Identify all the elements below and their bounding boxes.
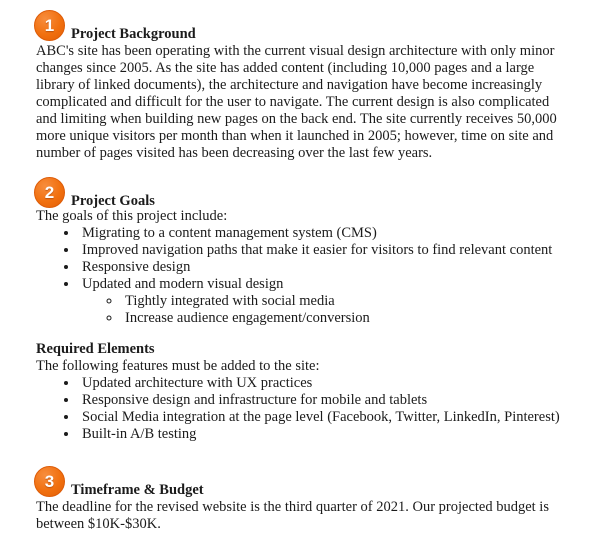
goals-list [36,225,570,327]
list-item: • Improved navigation paths that make it easier for visitors to find relevant content [79,242,570,259]
background-paragraph: ABC's site has been operating with the current visual design architecture with only minor changes since 2005. As the site has added content (including 10,000 pages and a large library of linked documents), the architecture and navigation have become increasingly complicated and difficult for the user to navigate. The current design is also complicated and limiting when building new pages on the back end. The site currently receives 50,000 more unique visitors per month than when it launched in 2005; however, time on site and number of pages visited has been decreasing over the last few years. [36,43,557,161]
required-list [36,375,570,443]
section-title-timeframe: Timeframe & Budget [71,482,204,498]
list-item-text: Updated and modern visual design [82,276,284,292]
section-title-goals: Project Goals [71,193,155,209]
step-2-badge-icon: 2 [34,177,65,208]
goals-sublist [82,293,570,327]
step-1-badge-icon: 1 [34,10,65,41]
list-subitem: ◦ Tightly integrated with social media [122,293,570,310]
list-item: • Updated architecture with UX practices [79,375,570,392]
section-header-timeframe [34,466,570,497]
list-item: • Migrating to a content management system (CMS) [79,225,570,242]
timeframe-paragraph: The deadline for the revised website is the third quarter of 2021. Our projected budget is between $10K-$30K. [36,499,549,532]
list-item: • Responsive design and infrastructure for mobile and tablets [79,392,570,409]
list-item: • Built-in A/B testing [79,426,570,443]
section-title-required: Required Elements [36,341,155,357]
required-intro: The following features must be added to the site: [36,358,320,374]
goals-intro: The goals of this project include: [36,208,228,224]
section-header-goals [34,177,570,208]
list-item [79,276,570,327]
list-item: • Social Media integration at the page level (Facebook, Twitter, LinkedIn, Pinterest) [79,409,570,426]
section-header-background [34,10,570,41]
list-item: • Responsive design [79,259,570,276]
step-3-badge-icon: 3 [34,466,65,497]
section-title-background: Project Background [71,26,196,42]
list-subitem: ◦ Increase audience engagement/conversion [122,310,570,327]
